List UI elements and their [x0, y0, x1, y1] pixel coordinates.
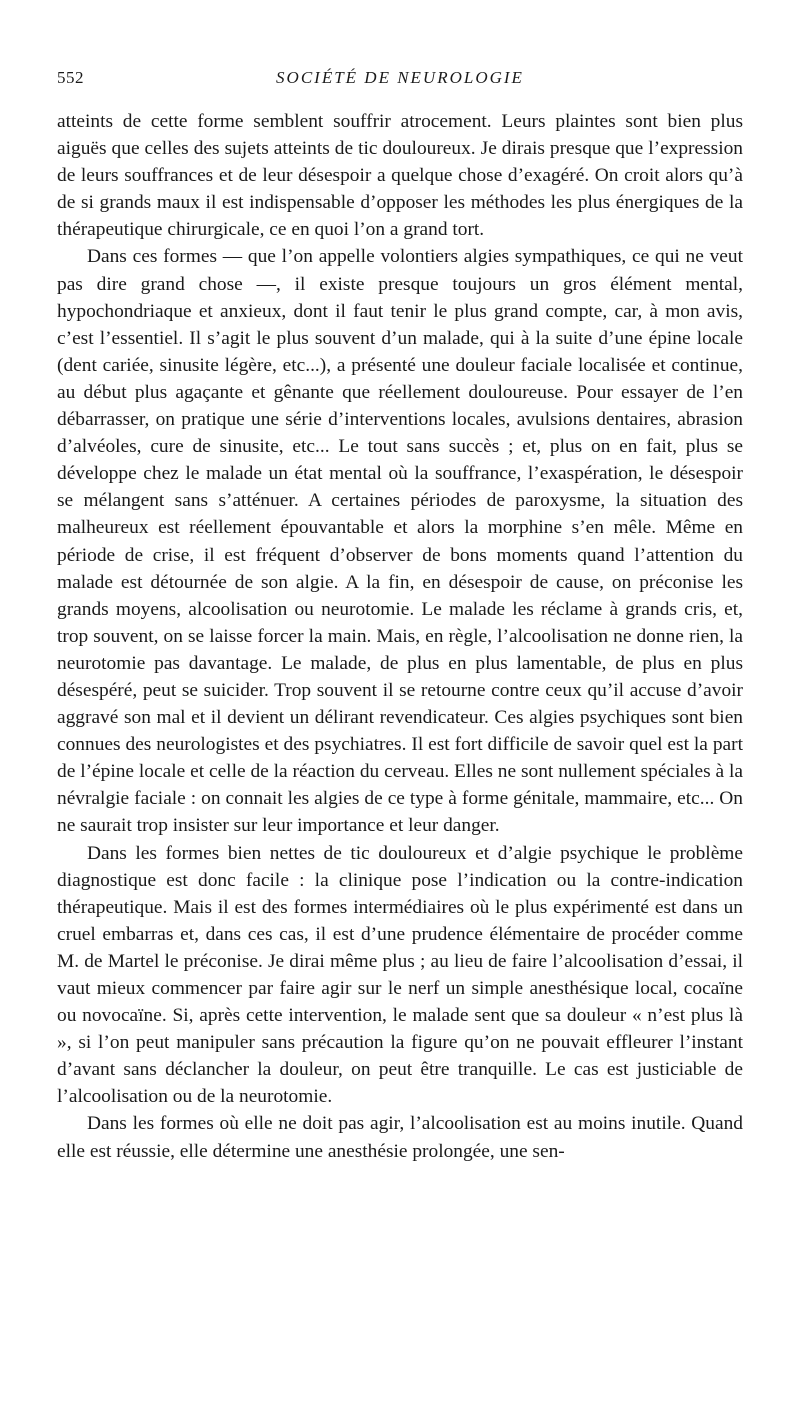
paragraph-algies-sympathiques: Dans ces formes — que l’on appelle volontiers algies sympathiques, ce qui ne veut pas dire grand chose —, il existe presque toujours un gros élément mental, hypochondriaque et anxieux, dont il faut tenir le plus grand compte, car, à mon avis, c’est l’essentiel. Il s’agit le plus souvent d’un malade, qui à la suite d’une épine locale (dent cariée, sinusite légère, etc...), a présenté une douleur faciale localisée et continue, au début plus agaçante et gênante que réellement douloureuse. Pour essayer de l’en débarrasser, on pratique une série d’interventions locales, avulsions dentaires, abrasion d’alvéoles, cure de sinusite, etc... Le tout sans succès ; et, plus on en fait, plus se développe chez le malade un état mental où la souffrance, l’exaspération, le désespoir se mélangent sans s’atténuer. A certaines périodes de paroxysme, la situation des malheureux est réellement épouvantable et alors la morphine s’en mêle. Même en période de crise, il est fréquent d’observer de bons moments quand l’attention du malade est détournée de son algie. A la fin, en désespoir de cause, on préconise les grands moyens, alcoolisation ou neurotomie. Le malade les réclame à grands cris, et, trop souvent, on se laisse forcer la main. Mais, en règle, l’alcoolisation ne donne rien, la neurotomie pas davantage. Le malade, de plus en plus lamentable, de plus en plus désespéré, peut se suicider. Trop souvent il se retourne contre ceux qu’il accuse d’avoir aggravé son mal et il devient un délirant revendicateur. Ces algies psychiques sont bien connues des neurologistes et des psychiatres. Il est fort difficile de savoir quel est la part de l’épine locale et celle de la réaction du cerveau. Elles ne sont nullement spéciales à la névralgie faciale : on connait les algies de ce type à forme génitale, mammaire, etc... On ne saurait trop insister sur leur importance et leur danger. — [57, 246, 743, 837]
paragraph-continued: atteints de cette forme semblent souffrir atrocement. Leurs plaintes sont bien plus aiguës que celles des sujets atteints de tic douloureux. Je dirais presque que l’expression de leurs souffrances et de leur désespoir a quelque chose d’exagéré. On croit alors qu’à de si grands maux il est indispensable d’opposer les méthodes les plus énergiques de la thérapeutique chirurgicale, ce en quoi l’on a grand tort. — [57, 111, 743, 241]
page-header — [57, 68, 743, 92]
page-number: 552 — [57, 68, 84, 87]
body-text — [57, 108, 743, 1165]
paragraph-diagnostic: Dans les formes bien nettes de tic douloureux et d’algie psychique le problème diagnostique est donc facile : la clinique pose l’indication ou la contre-indication thérapeutique. Mais il est des formes intermédiaires où le plus expérimenté est dans un cruel embarras et, dans ces cas, il est d’une prudence élémentaire de procéder comme M. de Martel le préconise. Je dirai même plus ; au lieu de faire l’alcoolisation d’essai, il vaut mieux commencer par faire agir sur le nerf un simple anesthésique local, cocaïne ou novocaïne. Si, après cette intervention, le malade sent que sa douleur « n’est plus là », si l’on peut manipuler sans précaution la figure qu’on ne pouvait effleurer l’instant d’avant sans déclancher la douleur, on peut être tranquille. Le cas est justiciable de l’alcoolisation ou de la neurotomie. — [57, 842, 743, 1108]
running-title: SOCIÉTÉ DE NEUROLOGIE — [276, 68, 524, 87]
paragraph-alcoolisation: Dans les formes où elle ne doit pas agir, l’alcoolisation est au moins inutile. Quand elle est réussie, elle détermine une anesthésie prolongée, une sen- — [57, 1113, 743, 1162]
